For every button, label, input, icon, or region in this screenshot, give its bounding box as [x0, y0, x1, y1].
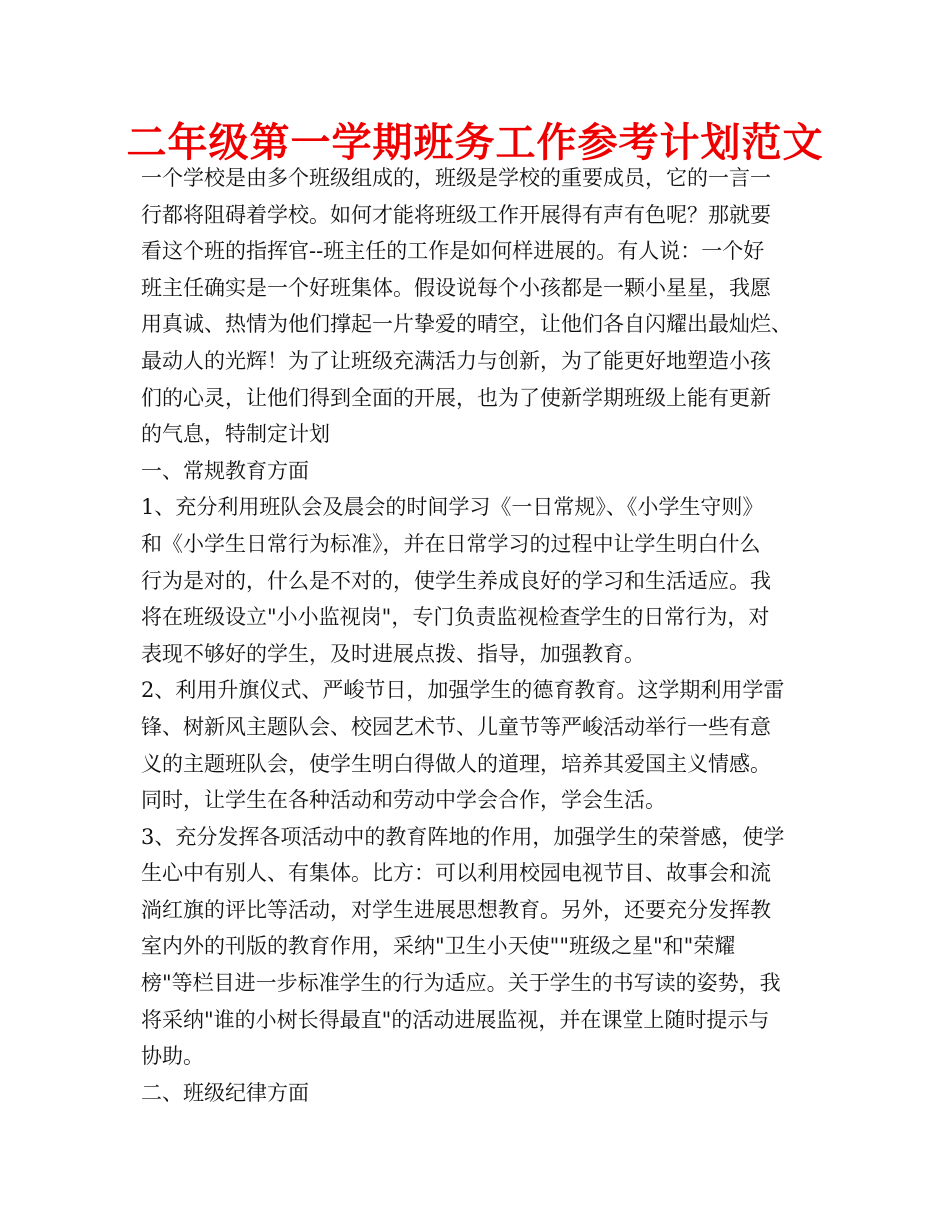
body-line: 看这个班的指挥官--班主任的工作是如何样进展的。有人说：一个好 [141, 239, 765, 264]
body-line: 班主任确实是一个好班集体。假设说每个小孩都是一颗小星星，我愿 [141, 275, 771, 300]
body-line: 义的主题班队会，使学生明白得做人的道理，培养其爱国主义情感。 [141, 751, 771, 776]
section-heading-routine-education: 一、常规教育方面 [141, 458, 309, 483]
body-line: 的气息，特制定计划 [141, 422, 330, 447]
body-line: 行都将阻碍着学校。如何才能将班级工作开展得有声有色呢？那就要 [141, 202, 771, 227]
body-line: 一个学校是由多个班级组成的，班级是学校的重要成员，它的一言一 [141, 166, 771, 190]
body-line: 和《小学生日常行为标准》，并在日常学习的过程中让学生明白什么 [141, 531, 761, 556]
body-line: 将在班级设立"小小监视岗"，专门负责监视检查学生的日常行为，对 [141, 605, 770, 630]
body-line: 同时，让学生在各种活动和劳动中学会合作，学会生活。 [141, 788, 666, 813]
body-line: 锋、树新风主题队会、校园艺术节、儿童节等严峻活动举行一些有意 [141, 714, 771, 739]
section-heading-class-discipline: 二、班级纪律方面 [141, 1080, 309, 1105]
document-title: 二年级第一学期班务工作参考计划范文 [126, 120, 824, 166]
body-line: 表现不够好的学生，及时进展点拨、指导，加强教育。 [141, 641, 645, 666]
body-line: 们的心灵，让他们得到全面的开展，也为了使新学期班级上能有更新 [141, 385, 771, 410]
body-line: 最动人的光辉！为了让班级充满活力与创新，为了能更好地塑造小孩 [141, 348, 771, 373]
body-line: 将采纳"谁的小树长得最直"的活动进展监视，并在课堂上随时提示与 [141, 1007, 770, 1032]
body-line: 淌红旗的评比等活动，对学生进展思想教育。另外，还要充分发挥教 [141, 897, 771, 922]
body-line: 3、充分发挥各项活动中的教育阵地的作用，加强学生的荣誉感，使学 [141, 824, 785, 849]
body-line: 行为是对的，什么是不对的，使学生养成良好的学习和生活适应。我 [141, 568, 771, 593]
body-line: 生心中有别人、有集体。比方：可以利用校园电视节目、故事会和流 [141, 861, 771, 886]
body-line: 2、利用升旗仪式、严峻节日，加强学生的德育教育。这学期利用学雷 [141, 678, 785, 703]
body-line: 榜"等栏目进一步标准学生的行为适应。关于学生的书写读的姿势，我 [141, 971, 781, 996]
body-line: 协助。 [141, 1044, 204, 1069]
document-body [141, 160, 816, 1111]
body-line: 1、充分利用班队会及晨会的时间学习《一日常规》、《小学生守则》 [141, 495, 764, 520]
body-line: 室内外的刊版的教育作用，采纳"卫生小天使""班级之星"和"荣耀 [141, 934, 736, 959]
body-line: 用真诚、热情为他们撑起一片挚爱的晴空，让他们各自闪耀出最灿烂、 [141, 312, 792, 337]
